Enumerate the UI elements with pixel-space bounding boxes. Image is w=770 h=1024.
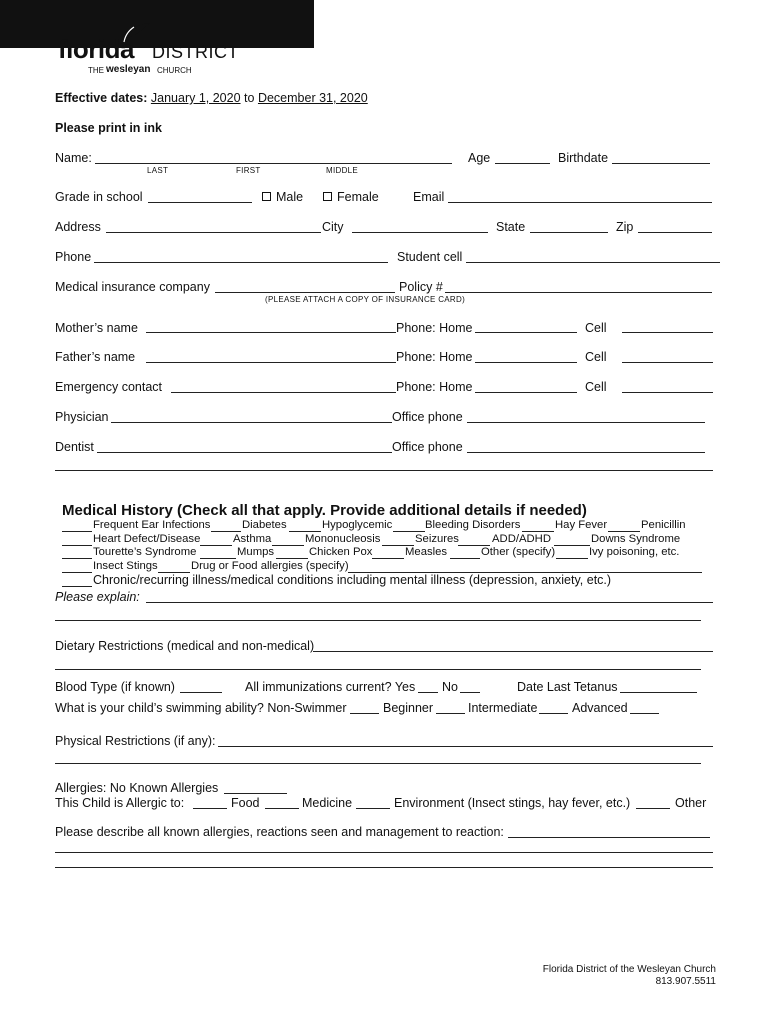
check-item: Diabetes [242,519,287,531]
email-line[interactable] [448,202,712,203]
check-item: Ivy poisoning, etc. [589,546,680,558]
effective-to: to [244,91,255,105]
logo-district: DISTRICT [152,42,239,62]
last-caption: LAST [147,166,169,175]
father-phone-line[interactable] [475,362,577,363]
physician-line[interactable] [111,422,392,423]
father-cell-line[interactable] [622,362,713,363]
age-line[interactable] [495,163,550,164]
policy-label: Policy # [399,280,443,294]
check-item: Frequent Ear Infections [93,519,211,531]
insurance-note: (PLEASE ATTACH A COPY OF INSURANCE CARD) [265,295,466,304]
checkline[interactable] [62,545,92,546]
checkline[interactable] [62,586,92,587]
mother-phone-label: Phone: Home [396,321,473,335]
logo-florida: florida [58,34,134,64]
check-item: Other (specify) [481,546,556,558]
emergency-cell-label: Cell [585,380,607,394]
emergency-label: Emergency contact [55,380,162,394]
checkline[interactable] [608,531,640,532]
check-item: Chicken Pox [309,546,373,558]
female-checkbox[interactable] [323,192,332,201]
explain-line-2[interactable] [55,620,701,621]
check-item: Drug or Food allergies (specify) [191,560,349,572]
logo-wesleyan: wesleyan [106,64,151,75]
checkline[interactable] [211,531,241,532]
dietary-line-1[interactable] [313,651,713,652]
allergy-other: Other [675,796,707,810]
state-line[interactable] [530,232,608,233]
immun-no-line[interactable] [460,692,480,693]
checkline[interactable] [200,558,236,559]
swim-beginner: Beginner [383,701,434,715]
dentist-label: Dentist [55,440,94,454]
chronic-item: Chronic/recurring illness/medical conditions including mental illness (depression, anxiety, etc.) [93,573,612,587]
city-line[interactable] [352,232,488,233]
logo-church: CHURCH [157,66,192,75]
grade-line[interactable] [148,202,252,203]
swim-advanced-line[interactable] [630,713,659,714]
age-label: Age [468,151,491,165]
check-item: Heart Defect/Disease [93,533,201,545]
check-item: Penicillin [641,519,686,531]
swim-nonswimmer-line[interactable] [350,713,379,714]
emergency-cell-line[interactable] [622,392,713,393]
physical-line-2[interactable] [55,763,701,764]
effective-start: January 1, 2020 [150,91,241,105]
allergy-environment-line[interactable] [356,808,390,809]
swim-beginner-line[interactable] [436,713,465,714]
grade-label: Grade in school [55,190,143,204]
checkline[interactable] [556,558,588,559]
physician-office-line[interactable] [467,422,705,423]
check-item: Insect Stings [93,560,158,572]
swim-question: What is your child’s swimming ability? Non-Swimmer [55,701,347,715]
father-line[interactable] [146,362,396,363]
swim-advanced: Advanced [572,701,628,715]
father-phone-label: Phone: Home [396,350,473,364]
immunizations-label: All immunizations current? Yes [245,680,416,694]
emergency-line[interactable] [171,392,396,393]
mother-cell-label: Cell [585,321,607,335]
check-item: Measles [405,546,448,558]
middle-caption: MIDDLE [326,166,359,175]
check-item: Mononucleosis [305,533,381,545]
check-item: Bleeding Disorders [425,519,521,531]
blood-label: Blood Type (if known) [55,680,175,694]
emergency-phone-line[interactable] [475,392,577,393]
phone-label: Phone [55,250,92,264]
footer [543,964,716,988]
allergic-to-label: This Child is Allergic to: [55,796,185,810]
checkline[interactable] [289,531,321,532]
check-item: Mumps [237,546,275,558]
check-item: Tourette’s Syndrome [93,546,197,558]
allergy-other-line[interactable] [636,808,670,809]
dentist-office-label: Office phone [392,440,463,454]
history-title: Medical History (Check all that apply. Provide additional details if needed) [62,502,587,519]
form-title: Medical Release Form [587,3,760,24]
logo-the: THE [88,66,104,75]
birthdate-line[interactable] [612,163,710,164]
district-logo [58,22,239,78]
allergy-describe-line-1[interactable] [508,837,710,838]
physical-line-1[interactable] [218,746,713,747]
effective-end: December 31, 2020 [257,91,368,105]
checkline[interactable] [276,558,308,559]
check-item: Seizures [415,533,459,545]
check-item: Asthma [233,533,272,545]
checkline[interactable] [450,558,480,559]
footer-phone: 813.907.5511 [655,976,716,987]
checkline[interactable] [393,531,425,532]
allergy-food-line[interactable] [193,808,227,809]
address-line[interactable] [106,232,321,233]
checkline[interactable] [62,558,92,559]
father-cell-label: Cell [585,350,607,364]
check-item: Hypoglycemic [322,519,393,531]
female-label: Female [337,190,379,204]
male-option[interactable] [262,190,303,204]
insurance-label: Medical insurance company [55,280,210,294]
mother-cell-line[interactable] [622,332,713,333]
immun-yes-line[interactable] [418,692,438,693]
form-subtitle: Florida District of the Wesleyan Church [552,25,760,40]
name-line[interactable] [95,163,452,164]
blood-line[interactable] [180,692,222,693]
email-label: Email [413,190,445,204]
male-label: Male [276,190,304,204]
print-in-ink: Please print in ink [55,121,162,135]
explain-line-1[interactable] [146,602,713,603]
student-cell-line[interactable] [466,262,720,263]
allergy-medicine: Medicine [302,796,353,810]
explain-label: Please explain: [55,590,140,604]
checkline[interactable] [522,531,554,532]
effective-label: Effective dates: [55,91,148,105]
dietary-line-2[interactable] [55,669,701,670]
zip-label: Zip [616,220,634,234]
section-divider [55,470,713,471]
dentist-office-line[interactable] [467,452,705,453]
swim-intermediate-line[interactable] [539,713,568,714]
allergy-environment: Environment (Insect stings, hay fever, etc.) [394,796,631,810]
checkline[interactable] [372,558,404,559]
swim-intermediate: Intermediate [468,701,538,715]
physician-office-label: Office phone [392,410,463,424]
address-label: Address [55,220,101,234]
checkline[interactable] [554,545,590,546]
state-label: State [496,220,526,234]
phone-line[interactable] [94,262,388,263]
checkline[interactable] [272,545,304,546]
dietary-label: Dietary Restrictions (medical and non-medical) [55,639,315,653]
checkline[interactable] [62,572,92,573]
check-item: Hay Fever [555,519,608,531]
effective-dates [55,91,368,105]
mother-label: Mother’s name [55,321,138,335]
tetanus-label: Date Last Tetanus [517,680,618,694]
physical-label: Physical Restrictions (if any): [55,734,216,748]
check-item: ADD/ADHD [492,533,551,545]
birthdate-label: Birthdate [558,151,609,165]
no-known-allergies-label: Allergies: No Known Allergies [55,781,219,795]
allergy-describe-label: Please describe all known allergies, reactions seen and management to reaction: [55,825,504,839]
student-cell-label: Student cell [397,250,463,264]
mother-phone-line[interactable] [475,332,577,333]
father-label: Father’s name [55,350,136,364]
name-label: Name: [55,151,92,165]
allergy-describe-line-3[interactable] [55,867,713,868]
allergy-food: Food [231,796,260,810]
immun-no-label: No [442,680,458,694]
female-option[interactable] [323,190,379,204]
footer-org: Florida District of the Wesleyan Church [542,964,716,975]
zip-line[interactable] [638,232,712,233]
checkline[interactable] [62,531,92,532]
allergy-medicine-line[interactable] [265,808,299,809]
city-label: City [322,220,344,234]
policy-line[interactable] [445,292,712,293]
insurance-line[interactable] [215,292,395,293]
check-item: Downs Syndrome [591,533,681,545]
first-caption: FIRST [236,166,261,175]
no-known-allergies-line[interactable] [224,793,287,794]
tetanus-line[interactable] [620,692,697,693]
checkline[interactable] [200,545,232,546]
mother-line[interactable] [146,332,396,333]
male-checkbox[interactable] [262,192,271,201]
dentist-line[interactable] [97,452,392,453]
physician-label: Physician [55,410,109,424]
allergy-describe-line-2[interactable] [55,852,713,853]
emergency-phone-label: Phone: Home [396,380,473,394]
